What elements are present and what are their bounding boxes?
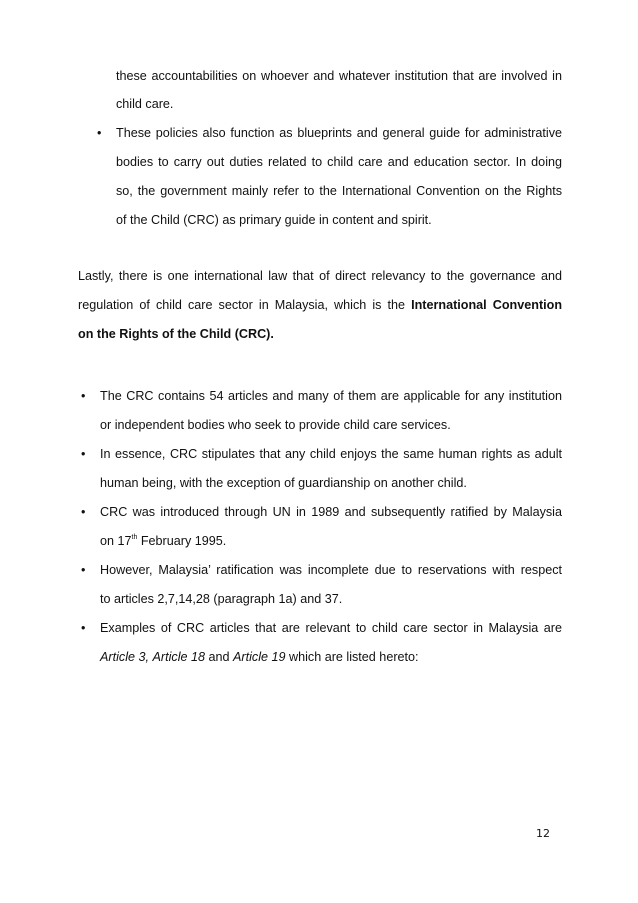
trailing-text: which are listed hereto: — [285, 650, 419, 664]
page-number: 12 — [536, 827, 550, 840]
bullet-text-line — [100, 649, 419, 665]
bullet-text-line: human being, with the exception of guardianship on another child. — [100, 476, 467, 490]
article-ref: Article 3, — [100, 650, 149, 664]
bullet-text-line: so, the government mainly refer to the International Convention on the Rights — [116, 184, 562, 198]
bullet-text-line: of the Child (CRC) as primary guide in content and spirit. — [116, 213, 432, 227]
bullet-icon: • — [97, 126, 102, 140]
bullet-icon: • — [81, 447, 86, 461]
bullet-text-line — [100, 533, 226, 549]
bullet-icon: • — [81, 621, 86, 635]
article-ref: Article 19 — [233, 650, 286, 664]
date-text: on 17 — [100, 534, 132, 548]
bullet-text-line: These policies also function as blueprints and general guide for administrative — [116, 126, 562, 140]
bullet-text-line: Examples of CRC articles that are relevant to child care sector in Malaysia are — [100, 621, 562, 635]
paragraph-line: Lastly, there is one international law that of direct relevancy to the governance and — [78, 269, 562, 283]
bullet-text-line: or independent bodies who seek to provide child care services. — [100, 418, 451, 432]
bullet-icon: • — [81, 563, 86, 577]
bullet-text-line: bodies to carry out duties related to child care and education sector. In doing — [116, 155, 562, 169]
bullet-text-line: However, Malaysia’ ratification was incomplete due to reservations with respect — [100, 563, 562, 577]
paragraph-line — [78, 297, 562, 313]
bullet-text-line: In essence, CRC stipulates that any child enjoys the same human rights as adult — [100, 447, 562, 461]
ordinal-suffix: th — [131, 534, 138, 541]
bullet-icon: • — [81, 505, 86, 519]
paragraph-text: regulation of child care sector in Malaysia, which is the — [78, 298, 406, 312]
bullet-text-line: The CRC contains 54 articles and many of them are applicable for any institution — [100, 389, 562, 403]
paragraph-line: child care. — [116, 97, 174, 111]
crc-bold-title: International Convention — [411, 298, 563, 312]
bullet-text-line: CRC was introduced through UN in 1989 and subsequently ratified by Malaysia — [100, 505, 562, 519]
bullet-icon: • — [81, 389, 86, 403]
bullet-text-line: to articles 2,7,14,28 (paragraph 1a) and 37. — [100, 592, 343, 606]
paragraph-line: these accountabilities on whoever and whatever institution that are involved in — [116, 69, 562, 83]
article-ref: Article 18 — [152, 650, 205, 664]
crc-bold-title: on the Rights of the Child (CRC). — [78, 327, 274, 341]
connector-text: and — [205, 650, 234, 664]
date-text: February 1995. — [137, 534, 227, 548]
